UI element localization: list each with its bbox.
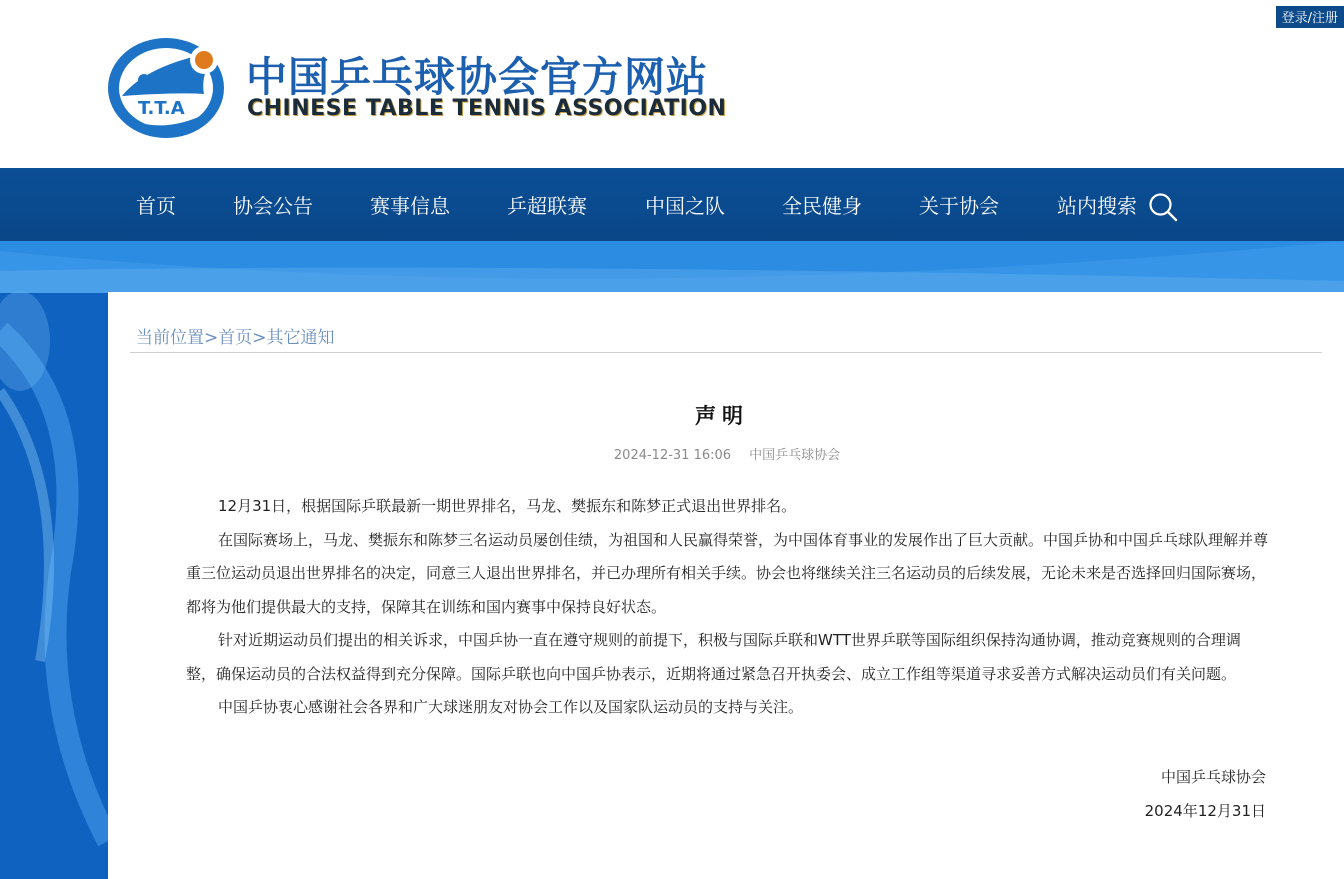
cttf-emblem-icon bbox=[108, 34, 226, 140]
article-source: 中国乒乓球协会 bbox=[749, 448, 841, 463]
logo-english-title: CHINESE TABLE TENNIS ASSOCIATION bbox=[247, 96, 727, 121]
nav-item-site-search[interactable]: 站内搜索 bbox=[1057, 194, 1137, 218]
nav-item-fitness[interactable]: 全民健身 bbox=[782, 194, 862, 218]
signature-organization: 中国乒乓球协会 bbox=[1160, 768, 1266, 786]
search-icon[interactable] bbox=[1148, 192, 1178, 222]
article-body bbox=[186, 490, 1268, 725]
article-paragraph: 针对近期运动员们提出的相关诉求，中国乒协一直在遵守规则的前提下，积极与国际乒联和WTT世界乒联等国际组织保持沟通协调，推动竞赛规则的合理调整，确保运动员的合法权益得到充分保障。国际乒联也向中国乒协表示，近期将通过紧急召开执委会、成立工作组等渠道寻求妥善方式解决运动员们有关问题。 bbox=[186, 631, 1241, 683]
article-paragraph: 在国际赛场上，马龙、樊振东和陈梦三名运动员屡创佳绩，为祖国和人民赢得荣誉，为中国体育事业的发展作出了巨大贡献。中国乒协和中国乒乓球队理解并尊重三位运动员退出世界排名的决定，同意三人退出世界排名，并已办理所有相关手续。协会也将继续关注三名运动员的后续发展，无论未来是否选择回归国际赛场，都将为他们提供最大的支持，保障其在训练和国内赛事中保持良好状态。 bbox=[186, 530, 1269, 616]
nav-item-about[interactable]: 关于协会 bbox=[919, 194, 999, 218]
nav-item-super-league[interactable]: 乒超联赛 bbox=[507, 194, 587, 218]
nav-item-home[interactable]: 首页 bbox=[136, 194, 176, 218]
main-nav bbox=[0, 168, 1344, 241]
breadcrumb-current-label: 当前位置 bbox=[136, 328, 204, 348]
nav-item-national-team[interactable]: 中国之队 bbox=[645, 194, 725, 218]
article-paragraph: 12月31日，根据国际乒联最新一期世界排名，马龙、樊振东和陈梦正式退出世界排名。 bbox=[218, 497, 797, 515]
breadcrumb-section-link[interactable]: 其它通知 bbox=[266, 328, 335, 348]
login-register-link[interactable]: 登录/注册 bbox=[1276, 6, 1344, 28]
breadcrumb-separator: > bbox=[252, 328, 267, 348]
article-date: 2024-12-31 16:06 bbox=[613, 448, 732, 463]
article-title: 声明 bbox=[695, 404, 749, 428]
nav-item-events[interactable]: 赛事信息 bbox=[370, 194, 450, 218]
article-panel bbox=[108, 292, 1344, 879]
logo-chinese-title: 中国乒乓球协会官方网站 bbox=[246, 53, 708, 101]
article-meta bbox=[108, 444, 1344, 463]
breadcrumb-separator: > bbox=[204, 328, 219, 348]
signature-date: 2024年12月31日 bbox=[1144, 802, 1266, 820]
breadcrumb-home-link[interactable]: 首页 bbox=[218, 328, 253, 348]
nav-item-announcements[interactable]: 协会公告 bbox=[233, 194, 313, 218]
breadcrumb-divider bbox=[130, 352, 1322, 353]
article-paragraph: 中国乒协衷心感谢社会各界和广大球迷朋友对协会工作以及国家队运动员的支持与关注。 bbox=[218, 698, 804, 716]
site-logo[interactable] bbox=[108, 34, 727, 144]
breadcrumb bbox=[136, 323, 335, 348]
svg-text:T.T.A: T.T.A bbox=[138, 98, 185, 119]
